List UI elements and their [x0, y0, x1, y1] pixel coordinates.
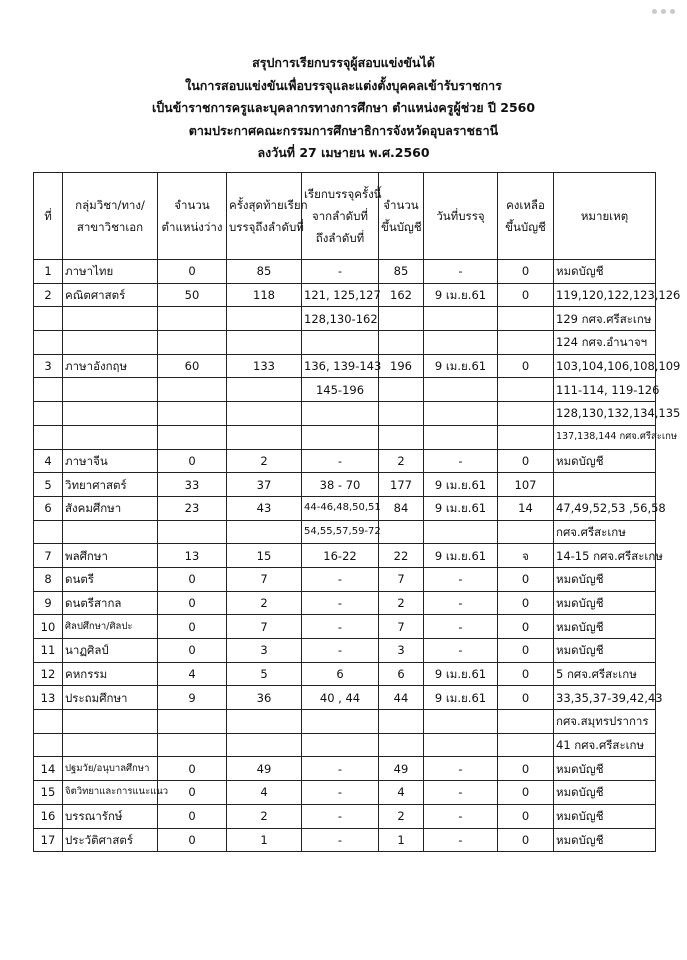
cell-remark: 128,130,132,134,135 [554, 402, 656, 426]
cell-subject [63, 402, 158, 426]
cell-last-called: 2 [227, 449, 302, 473]
table-row [34, 828, 656, 852]
cell-appoint-date: - [424, 591, 498, 615]
table-row [34, 567, 656, 591]
cell-no [34, 710, 63, 734]
table-row [34, 331, 656, 355]
table-row [34, 781, 656, 805]
cell-remark: 5 กศจ.ศรีสะเกษ [554, 662, 656, 686]
cell-last-called: 15 [227, 544, 302, 568]
cell-last-called: 4 [227, 781, 302, 805]
cell-remark: 33,35,37-39,42,43 [554, 686, 656, 710]
cell-subject: ศิลปศึกษา/ศิลปะ [63, 615, 158, 639]
cell-no [34, 307, 63, 331]
cell-appoint-date: - [424, 260, 498, 284]
cell-vacancies [158, 520, 227, 544]
cell-no [34, 520, 63, 544]
cell-remaining [498, 331, 554, 355]
cell-no: 1 [34, 260, 63, 284]
table-row [34, 615, 656, 639]
cell-remaining: 0 [498, 804, 554, 828]
cell-remark: หมดบัญชี [554, 260, 656, 284]
cell-appoint-date [424, 710, 498, 734]
cell-remaining [498, 710, 554, 734]
table-row [34, 639, 656, 663]
cell-remark: 124 กศจ.อำนาจฯ [554, 331, 656, 355]
cell-subject [63, 733, 158, 757]
cell-remaining: 0 [498, 449, 554, 473]
cell-remaining: 0 [498, 260, 554, 284]
cell-no: 12 [34, 662, 63, 686]
cell-listed-count: 3 [379, 639, 424, 663]
cell-remaining: 0 [498, 567, 554, 591]
cell-vacancies: 0 [158, 591, 227, 615]
cell-called-range: - [302, 804, 379, 828]
cell-subject: สังคมศึกษา [63, 496, 158, 520]
cell-called-range: 38 - 70 [302, 473, 379, 497]
cell-subject [63, 307, 158, 331]
cell-listed-count: 2 [379, 449, 424, 473]
cell-appoint-date: - [424, 804, 498, 828]
cell-called-range [302, 402, 379, 426]
cell-no [34, 331, 63, 355]
cell-vacancies: 33 [158, 473, 227, 497]
column-header-remark: หมายเหตุ [554, 173, 656, 260]
cell-listed-count [379, 710, 424, 734]
cell-vacancies: 0 [158, 449, 227, 473]
cell-called-range: 121, 125,127 [302, 283, 379, 307]
table-row [34, 449, 656, 473]
cell-called-range: - [302, 615, 379, 639]
more-options-icon[interactable] [652, 9, 675, 14]
column-header-subject: กลุ่มวิชา/ทาง/ สาขาวิชาเอก [63, 173, 158, 260]
cell-remaining: 14 [498, 496, 554, 520]
cell-last-called: 43 [227, 496, 302, 520]
cell-vacancies: 0 [158, 639, 227, 663]
cell-listed-count: 177 [379, 473, 424, 497]
cell-no [34, 425, 63, 449]
column-header-last-called: ครั้งสุดท้ายเรียก บรรจุถึงลำดับที่ [227, 173, 302, 260]
cell-appoint-date [424, 331, 498, 355]
cell-listed-count: 84 [379, 496, 424, 520]
cell-subject [63, 378, 158, 402]
cell-last-called: 36 [227, 686, 302, 710]
table-row [34, 757, 656, 781]
cell-listed-count: 7 [379, 567, 424, 591]
cell-no: 9 [34, 591, 63, 615]
table-row [34, 520, 656, 544]
cell-vacancies: 0 [158, 260, 227, 284]
cell-appoint-date: 9 เม.ย.61 [424, 283, 498, 307]
cell-appoint-date [424, 378, 498, 402]
cell-listed-count [379, 402, 424, 426]
cell-subject: ปฐมวัย/อนุบาลศึกษา [63, 757, 158, 781]
cell-remark: 47,49,52,53 ,56,58 [554, 496, 656, 520]
cell-last-called [227, 331, 302, 355]
cell-no: 6 [34, 496, 63, 520]
cell-remark: 103,104,106,108,109 [554, 354, 656, 378]
cell-subject: ภาษาไทย [63, 260, 158, 284]
cell-listed-count: 4 [379, 781, 424, 805]
cell-vacancies [158, 307, 227, 331]
cell-appoint-date: 9 เม.ย.61 [424, 496, 498, 520]
cell-remark: 129 กศจ.ศรีสะเกษ [554, 307, 656, 331]
cell-vacancies: 0 [158, 567, 227, 591]
recruitment-summary-table [33, 172, 681, 852]
cell-vacancies: 23 [158, 496, 227, 520]
cell-last-called: 7 [227, 567, 302, 591]
cell-called-range: 128,130-162 [302, 307, 379, 331]
cell-subject [63, 710, 158, 734]
cell-vacancies: 0 [158, 615, 227, 639]
table-row [34, 354, 656, 378]
column-header-no: ที่ [34, 173, 63, 260]
cell-last-called: 37 [227, 473, 302, 497]
cell-appoint-date: 9 เม.ย.61 [424, 354, 498, 378]
cell-called-range [302, 331, 379, 355]
header-line-2: ในการสอบแข่งขันเพื่อบรรจุและแต่งตั้งบุคคลเข้ารับราชการ [185, 77, 502, 93]
cell-appoint-date: - [424, 757, 498, 781]
cell-vacancies [158, 710, 227, 734]
cell-remaining: 0 [498, 283, 554, 307]
cell-remaining: จ [498, 544, 554, 568]
cell-listed-count: 85 [379, 260, 424, 284]
cell-subject: ประวัติศาสตร์ [63, 828, 158, 852]
cell-last-called [227, 307, 302, 331]
table-row [34, 283, 656, 307]
cell-called-range: - [302, 828, 379, 852]
cell-vacancies [158, 331, 227, 355]
cell-called-range: - [302, 567, 379, 591]
column-header-appoint-date: วันที่บรรจุ [424, 173, 498, 260]
cell-vacancies: 13 [158, 544, 227, 568]
cell-appoint-date: - [424, 828, 498, 852]
cell-last-called: 3 [227, 639, 302, 663]
cell-no: 14 [34, 757, 63, 781]
cell-last-called: 1 [227, 828, 302, 852]
cell-remark: 14-15 กศจ.ศรีสะเกษ [554, 544, 656, 568]
table-row [34, 425, 656, 449]
cell-called-range: 145-196 [302, 378, 379, 402]
cell-no: 8 [34, 567, 63, 591]
cell-subject: คณิตศาสตร์ [63, 283, 158, 307]
cell-no: 10 [34, 615, 63, 639]
cell-appoint-date: 9 เม.ย.61 [424, 473, 498, 497]
cell-remaining [498, 520, 554, 544]
cell-subject: ประถมศึกษา [63, 686, 158, 710]
cell-listed-count [379, 378, 424, 402]
column-header-vacancies: จำนวน ตำแหน่งว่าง [158, 173, 227, 260]
cell-remark: หมดบัญชี [554, 567, 656, 591]
cell-remark [554, 473, 656, 497]
cell-vacancies: 0 [158, 757, 227, 781]
cell-called-range: 6 [302, 662, 379, 686]
document-header [0, 52, 687, 165]
cell-appoint-date: 9 เม.ย.61 [424, 662, 498, 686]
cell-vacancies [158, 425, 227, 449]
cell-called-range: - [302, 781, 379, 805]
cell-subject: ดนตรี [63, 567, 158, 591]
cell-listed-count: 6 [379, 662, 424, 686]
cell-appoint-date [424, 425, 498, 449]
cell-vacancies: 50 [158, 283, 227, 307]
cell-appoint-date [424, 733, 498, 757]
cell-remaining: 0 [498, 639, 554, 663]
cell-last-called [227, 710, 302, 734]
column-header-listed-count: จำนวน ขึ้นบัญชี [379, 173, 424, 260]
cell-remaining [498, 402, 554, 426]
cell-listed-count: 22 [379, 544, 424, 568]
cell-remaining: 0 [498, 781, 554, 805]
cell-no: 3 [34, 354, 63, 378]
cell-subject [63, 425, 158, 449]
cell-called-range: 16-22 [302, 544, 379, 568]
table-row [34, 402, 656, 426]
cell-subject: ภาษาอังกฤษ [63, 354, 158, 378]
cell-subject: คหกรรม [63, 662, 158, 686]
cell-last-called: 118 [227, 283, 302, 307]
cell-called-range: 40 , 44 [302, 686, 379, 710]
cell-listed-count: 7 [379, 615, 424, 639]
cell-listed-count: 162 [379, 283, 424, 307]
cell-remaining: 0 [498, 828, 554, 852]
cell-no: 13 [34, 686, 63, 710]
cell-appoint-date [424, 402, 498, 426]
cell-no [34, 733, 63, 757]
cell-subject: จิตวิทยาและการแนะแนว [63, 781, 158, 805]
header-line-3: เป็นข้าราชการครูและบุคลากรทางการศึกษา ตำแหน่งครูผู้ช่วย ปี 2560 [151, 100, 536, 115]
cell-last-called: 5 [227, 662, 302, 686]
cell-listed-count [379, 733, 424, 757]
cell-remaining [498, 425, 554, 449]
cell-no: 17 [34, 828, 63, 852]
table-row [34, 686, 656, 710]
table-row [34, 496, 656, 520]
cell-called-range: 54,55,57,59-72 [302, 520, 379, 544]
cell-remaining: 0 [498, 662, 554, 686]
cell-last-called: 2 [227, 804, 302, 828]
cell-last-called: 7 [227, 615, 302, 639]
table-row [34, 260, 656, 284]
cell-appoint-date: - [424, 567, 498, 591]
cell-called-range [302, 733, 379, 757]
cell-remark: 137,138,144 กศจ.ศรีสะเกษ [554, 425, 656, 449]
cell-called-range [302, 710, 379, 734]
cell-remark: หมดบัญชี [554, 615, 656, 639]
cell-remark: หมดบัญชี [554, 591, 656, 615]
cell-remaining: 0 [498, 591, 554, 615]
cell-no [34, 378, 63, 402]
cell-last-called: 2 [227, 591, 302, 615]
column-header-called-range: เรียกบรรจุครั้งนี้ จากลำดับที่ ถึงลำดับที่ [302, 173, 379, 260]
cell-called-range: - [302, 639, 379, 663]
cell-subject: วิทยาศาสตร์ [63, 473, 158, 497]
cell-listed-count: 196 [379, 354, 424, 378]
table-row [34, 804, 656, 828]
cell-last-called [227, 733, 302, 757]
cell-no: 11 [34, 639, 63, 663]
cell-listed-count: 2 [379, 591, 424, 615]
cell-last-called: 133 [227, 354, 302, 378]
cell-remark: 41 กศจ.ศรีสะเกษ [554, 733, 656, 757]
cell-vacancies: 0 [158, 781, 227, 805]
cell-subject: บรรณารักษ์ [63, 804, 158, 828]
cell-remaining: 0 [498, 686, 554, 710]
table-row [34, 473, 656, 497]
header-line-1: สรุปการเรียกบรรจุผู้สอบแข่งขันได้ [252, 55, 435, 70]
cell-listed-count [379, 331, 424, 355]
cell-vacancies: 0 [158, 828, 227, 852]
image-viewer-topbar [0, 0, 687, 30]
table-row [34, 591, 656, 615]
cell-subject [63, 520, 158, 544]
cell-remaining: 0 [498, 354, 554, 378]
cell-last-called: 85 [227, 260, 302, 284]
cell-no: 5 [34, 473, 63, 497]
cell-last-called [227, 520, 302, 544]
cell-vacancies [158, 402, 227, 426]
cell-called-range: - [302, 591, 379, 615]
cell-subject: พลศึกษา [63, 544, 158, 568]
cell-appoint-date: - [424, 449, 498, 473]
cell-listed-count [379, 520, 424, 544]
cell-listed-count: 44 [379, 686, 424, 710]
cell-subject: ภาษาจีน [63, 449, 158, 473]
table-row [34, 544, 656, 568]
cell-vacancies: 0 [158, 804, 227, 828]
cell-remark: หมดบัญชี [554, 804, 656, 828]
cell-called-range [302, 425, 379, 449]
cell-subject: นาฏศิลป์ [63, 639, 158, 663]
cell-listed-count: 1 [379, 828, 424, 852]
cell-vacancies: 9 [158, 686, 227, 710]
cell-remaining: 0 [498, 757, 554, 781]
table-header-row [34, 173, 656, 260]
cell-remaining [498, 307, 554, 331]
cell-no: 2 [34, 283, 63, 307]
cell-remark: หมดบัญชี [554, 449, 656, 473]
cell-appoint-date [424, 307, 498, 331]
cell-remark: หมดบัญชี [554, 639, 656, 663]
cell-remark: 119,120,122,123,126 [554, 283, 656, 307]
cell-subject: ดนตรีสากล [63, 591, 158, 615]
cell-listed-count: 2 [379, 804, 424, 828]
cell-no: 15 [34, 781, 63, 805]
column-header-remaining: คงเหลือ ขึ้นบัญชี [498, 173, 554, 260]
cell-remark: หมดบัญชี [554, 757, 656, 781]
cell-remark: กศจ.สมุทรปราการ [554, 710, 656, 734]
cell-listed-count [379, 425, 424, 449]
table-row [34, 378, 656, 402]
table-row [34, 710, 656, 734]
cell-no: 4 [34, 449, 63, 473]
cell-vacancies: 60 [158, 354, 227, 378]
cell-remark: กศจ.ศรีสะเกษ [554, 520, 656, 544]
cell-last-called: 49 [227, 757, 302, 781]
cell-remark: หมดบัญชี [554, 828, 656, 852]
header-line-5: ลงวันที่ 27 เมษายน พ.ศ.2560 [257, 145, 430, 160]
cell-remaining [498, 733, 554, 757]
cell-called-range: - [302, 757, 379, 781]
cell-called-range: - [302, 449, 379, 473]
cell-remark: หมดบัญชี [554, 781, 656, 805]
cell-listed-count [379, 307, 424, 331]
cell-appoint-date: 9 เม.ย.61 [424, 544, 498, 568]
cell-no [34, 402, 63, 426]
cell-appoint-date: - [424, 781, 498, 805]
cell-appoint-date: - [424, 615, 498, 639]
cell-no: 16 [34, 804, 63, 828]
table-row [34, 307, 656, 331]
cell-called-range: - [302, 260, 379, 284]
table-body [34, 260, 681, 852]
cell-no: 7 [34, 544, 63, 568]
cell-remaining: 107 [498, 473, 554, 497]
header-line-4: ตามประกาศคณะกรรมการศึกษาธิการจังหวัดอุบลราชธานี [188, 122, 499, 138]
cell-last-called [227, 402, 302, 426]
cell-appoint-date [424, 520, 498, 544]
cell-vacancies [158, 733, 227, 757]
cell-subject [63, 331, 158, 355]
cell-remaining [498, 378, 554, 402]
cell-appoint-date: 9 เม.ย.61 [424, 686, 498, 710]
cell-last-called [227, 425, 302, 449]
table-row [34, 733, 656, 757]
cell-appoint-date: - [424, 639, 498, 663]
cell-vacancies [158, 378, 227, 402]
cell-vacancies: 4 [158, 662, 227, 686]
cell-last-called [227, 378, 302, 402]
table-row [34, 662, 656, 686]
cell-remark: 111-114, 119-126 [554, 378, 656, 402]
cell-remaining: 0 [498, 615, 554, 639]
cell-listed-count: 49 [379, 757, 424, 781]
cell-called-range: 136, 139-143 [302, 354, 379, 378]
cell-called-range: 44-46,48,50,51 [302, 496, 379, 520]
